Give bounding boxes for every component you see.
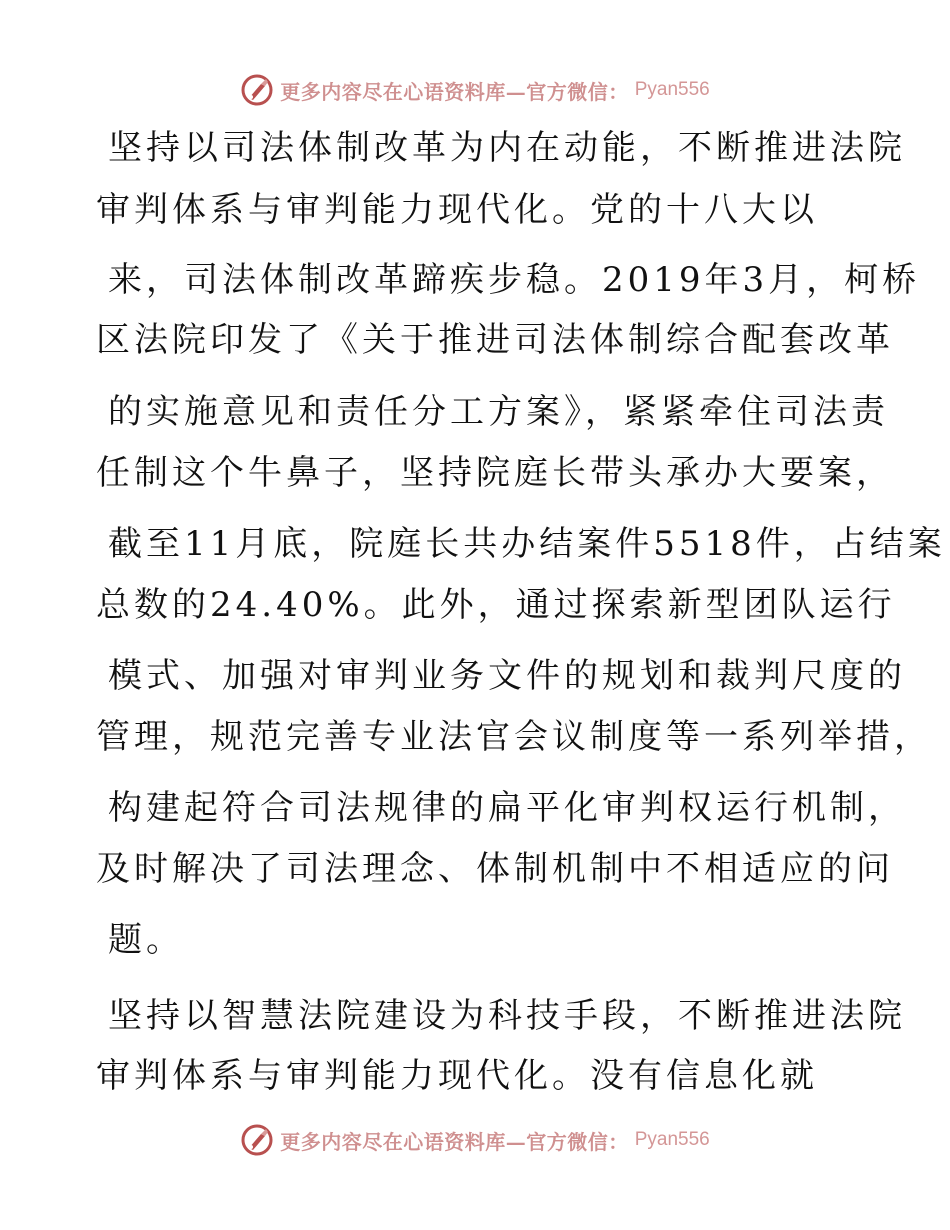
text-line: 的实施意见和责任分工方案》，紧紧牵住司法责: [108, 392, 889, 432]
text-line: 管理，规范完善专业法官会议制度等一系列举措，: [96, 717, 932, 757]
text-line: 题。: [108, 920, 184, 960]
text-line: 模式、加强对审判业务文件的规划和裁判尺度的: [108, 656, 906, 696]
text-line: 截至11月底，院庭长共办结案件5518件，占结案: [108, 524, 946, 564]
text-line: 区法院印发了《关于推进司法体制综合配套改革: [96, 320, 894, 360]
banner-handle: Pyan556: [634, 1129, 710, 1150]
footer-watermark-banner: [0, 1120, 950, 1160]
banner-text: 更多内容尽在心语资料库—官方微信：: [280, 1129, 629, 1154]
text-line: 总数的24.40%。此外，通过探索新型团队运行: [96, 585, 896, 625]
banner-handle: Pyan556: [634, 79, 710, 100]
text-line: 坚持以司法体制改革为内在动能，不断推进法院: [108, 128, 906, 168]
text-line: 审判体系与审判能力现代化。党的十八大以: [96, 190, 818, 230]
text-line: 来，司法体制改革蹄疾步稳。2019年3月，柯桥: [108, 260, 921, 300]
pen-logo-icon: [240, 1123, 274, 1157]
text-line: 审判体系与审判能力现代化。没有信息化就: [96, 1056, 818, 1096]
header-watermark-banner: [0, 70, 950, 110]
pen-logo-icon: [240, 73, 274, 107]
banner-text: 更多内容尽在心语资料库—官方微信：: [280, 79, 629, 104]
text-line: 任制这个牛鼻子，坚持院庭长带头承办大要案，: [96, 453, 894, 493]
text-line: 构建起符合司法规律的扁平化审判权运行机制，: [108, 788, 906, 828]
text-line: 及时解决了司法理念、体制机制中不相适应的问: [96, 849, 894, 889]
text-line: 坚持以智慧法院建设为科技手段，不断推进法院: [108, 996, 906, 1036]
